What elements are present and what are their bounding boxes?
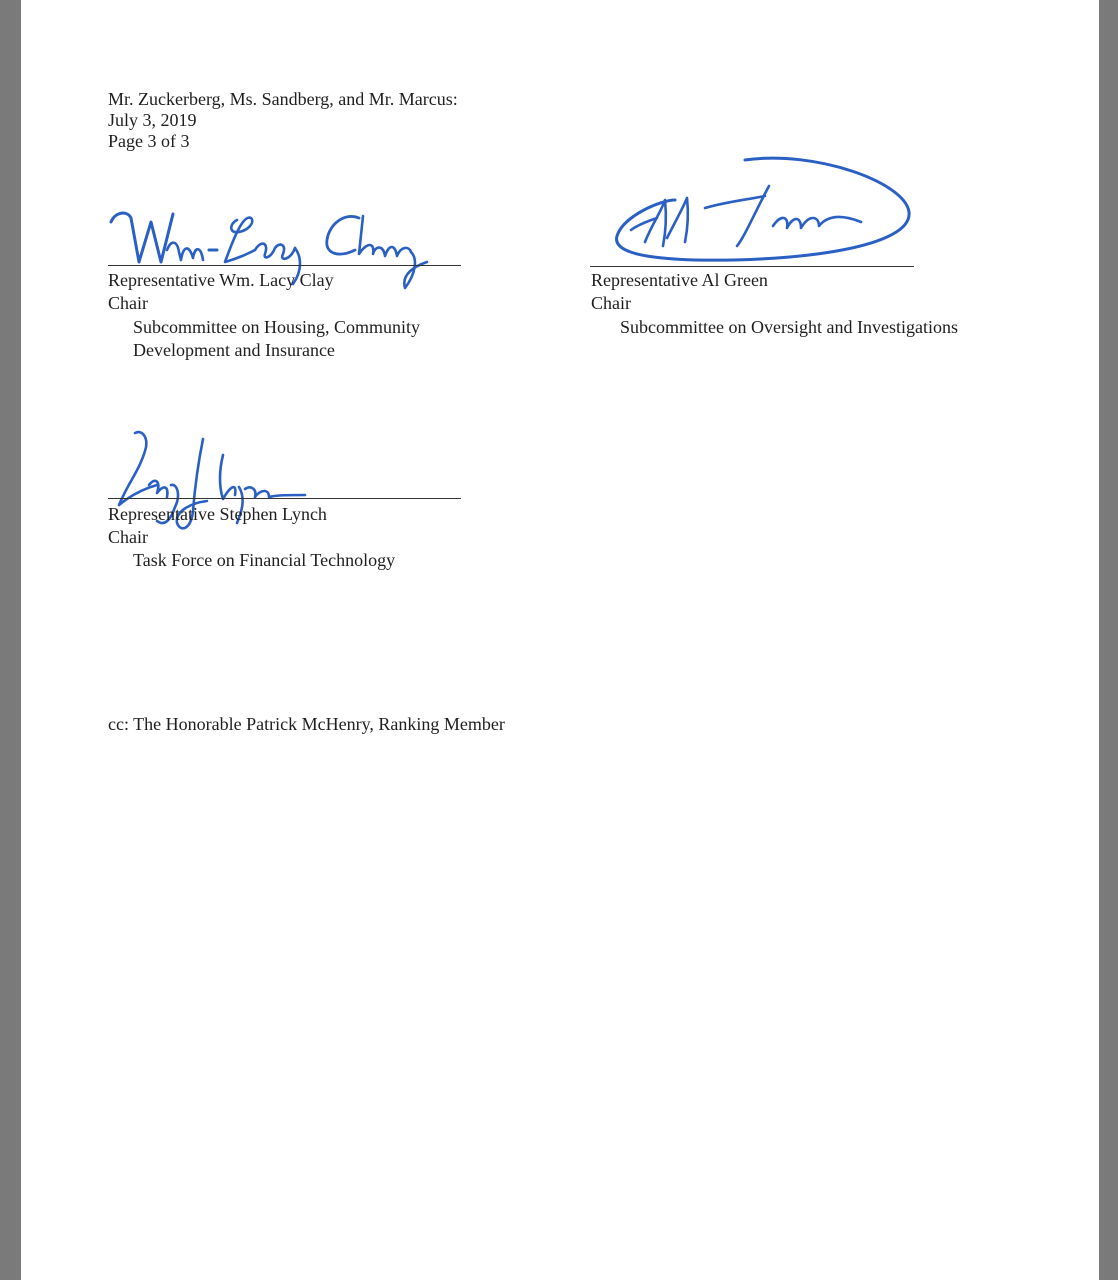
signatory-name-clay: Representative Wm. Lacy Clay	[108, 270, 334, 290]
signature-line-green	[590, 266, 914, 267]
signatory-role-green: Chair	[591, 293, 631, 313]
cc-line: cc: The Honorable Patrick McHenry, Ranking Member	[108, 714, 505, 734]
signature-line-clay	[108, 265, 461, 266]
document-page	[21, 0, 1099, 1280]
signature-green	[605, 146, 925, 266]
signatory-unit-green: Subcommittee on Oversight and Investigations	[620, 317, 958, 337]
recipients-line: Mr. Zuckerberg, Ms. Sandberg, and Mr. Marcus:	[108, 89, 458, 109]
signatory-unit-clay-line1: Subcommittee on Housing, Community	[133, 317, 420, 337]
letter-date: July 3, 2019	[108, 110, 197, 130]
signatory-unit-clay-line2: Development and Insurance	[133, 340, 335, 360]
signatory-unit-lynch: Task Force on Financial Technology	[133, 550, 396, 570]
signatory-role-clay: Chair	[108, 293, 148, 313]
signatory-name-lynch: Representative Stephen Lynch	[108, 504, 327, 524]
signatory-role-lynch: Chair	[108, 527, 148, 547]
page-number: Page 3 of 3	[108, 131, 190, 151]
signature-line-lynch	[108, 498, 461, 499]
signatory-name-green: Representative Al Green	[591, 270, 768, 290]
